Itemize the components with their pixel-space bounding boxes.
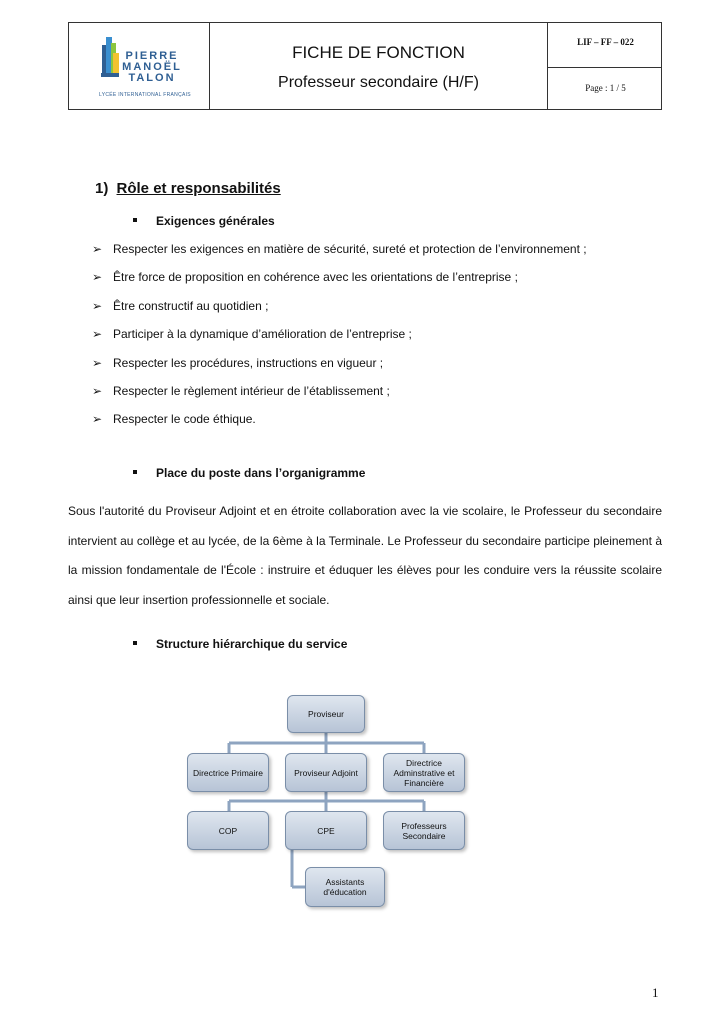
document-title: FICHE DE FONCTION: [292, 43, 465, 62]
page-indicator: Page : 1 / 5: [585, 83, 626, 93]
header-divider: [547, 67, 662, 68]
arrow-bullet-icon: ➢: [92, 327, 103, 342]
org-box-professeurs: Professeurs Secondaire: [383, 811, 465, 850]
org-box-proviseur: Proviseur: [287, 695, 365, 733]
logo-name: PIERRE MANOËL TALON: [122, 50, 182, 84]
requirements-list: [92, 241, 587, 440]
document-subtitle: Professeur secondaire (H/F): [278, 74, 479, 91]
subheading-hierarchy: Structure hiérarchique du service: [133, 637, 347, 651]
list-item: ➢ Être force de proposition en cohérence avec les orientations de l’entreprise ;: [92, 270, 518, 285]
arrow-bullet-icon: ➢: [92, 355, 103, 370]
arrow-bullet-icon: ➢: [92, 298, 103, 313]
subheading-general-requirements: Exigences générales: [133, 214, 275, 228]
document-header: [68, 22, 662, 110]
document-reference: LIF – FF – 022: [577, 37, 634, 47]
list-item: ➢ Participer à la dynamique d’amélioration de l’entreprise ;: [92, 327, 412, 342]
square-bullet-icon: [133, 470, 137, 474]
org-box-assistants: Assistants d'éducation: [305, 867, 385, 907]
list-item: ➢ Respecter le code éthique.: [92, 412, 256, 427]
arrow-bullet-icon: ➢: [92, 270, 103, 285]
section-title: Rôle et responsabilités: [116, 180, 281, 197]
header-divider: [547, 23, 548, 109]
subheading-org-position: Place du poste dans l’organigramme: [133, 466, 365, 480]
list-item: ➢ Être constructif au quotidien ;: [92, 298, 269, 313]
footer-page-number: 1: [652, 985, 659, 1000]
list-item: ➢ Respecter les procédures, instructions en vigueur ;: [92, 355, 384, 370]
list-item: ➢ Respecter les exigences en matière de sécurité, sureté et protection de l’environnement ;: [92, 242, 587, 256]
logo-tagline: LYCÉE INTERNATIONAL FRANÇAIS: [99, 92, 191, 98]
org-box-proviseur-adjoint: Proviseur Adjoint: [285, 753, 367, 792]
org-box-cpe: CPE: [285, 811, 367, 850]
org-box-cop: COP: [187, 811, 269, 850]
org-box-directrice-primaire: Directrice Primaire: [187, 753, 269, 792]
arrow-bullet-icon: ➢: [92, 383, 103, 398]
section-number: 1): [95, 180, 109, 197]
square-bullet-icon: [133, 218, 137, 222]
square-bullet-icon: [133, 641, 137, 645]
section-heading: [95, 180, 281, 197]
org-box-directrice-admin: Directrice Adminstrative et Financière: [383, 753, 465, 792]
header-divider: [209, 23, 210, 109]
org-paragraph: Sous l'autorité du Proviseur Adjoint et en étroite collaboration avec la vie scolaire, le Professeur du secondaire intervient au collège et au lycée, de la 6ème à la Terminale. Le Professeur du secondaire participe pleinement à la mission fondamentale de l'École : instruire et éduquer les élèves pour les conduire vers la réussite scolaire ainsi que leur insertion professionnelle et sociale.: [68, 504, 662, 607]
school-logo: [69, 23, 209, 109]
list-item: ➢ Respecter le règlement intérieur de l’établissement ;: [92, 383, 390, 398]
arrow-bullet-icon: ➢: [92, 412, 103, 427]
arrow-bullet-icon: ➢: [92, 242, 103, 256]
